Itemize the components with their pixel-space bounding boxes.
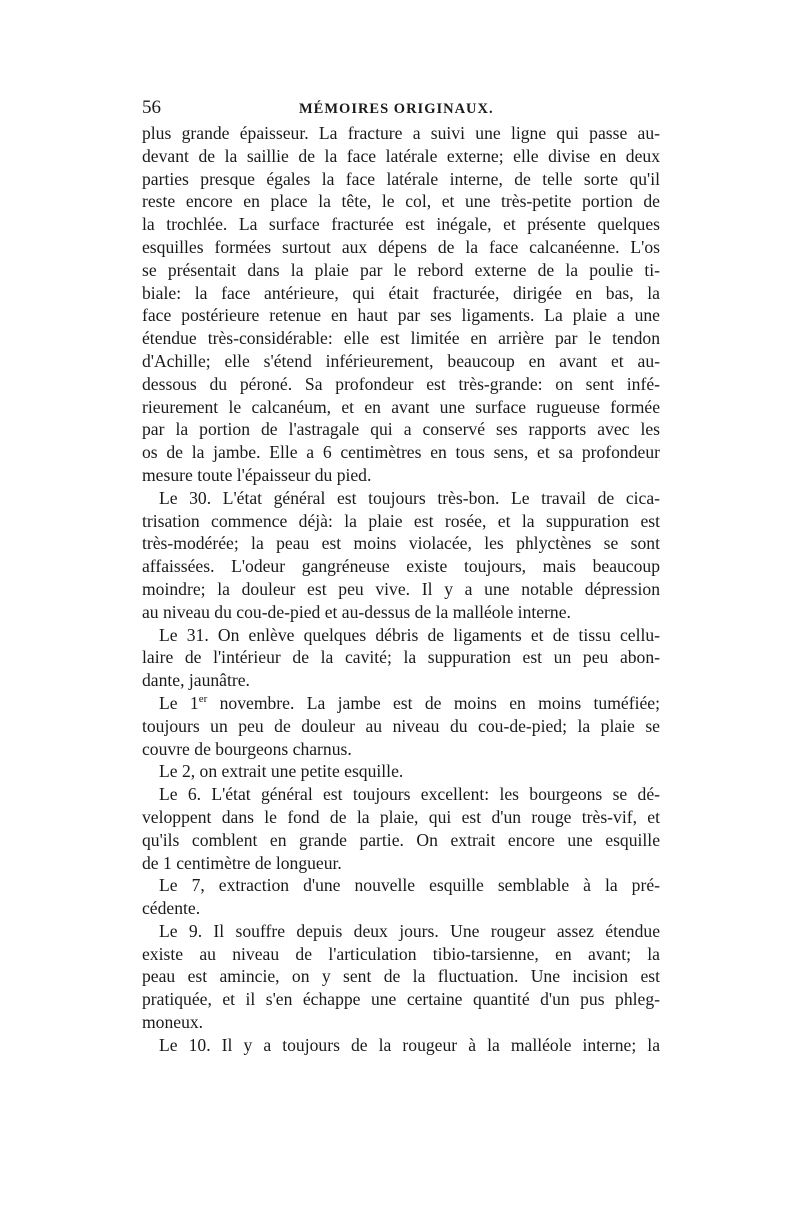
text-line: cédente.: [142, 898, 201, 919]
text-line: Le 2, on extrait une petite esquille.: [159, 761, 404, 782]
text-line: Le 30. L'état général est toujours très-bon. Le travail de cica-: [159, 487, 660, 508]
text-line: Le 7, extraction d'une nouvelle esquille semblable à la pré-: [159, 875, 660, 896]
text-line: se présentait dans la plaie par le rebord externe de la poulie ti-: [142, 259, 660, 280]
text-line: mesure toute l'épaisseur du pied.: [142, 464, 372, 485]
running-title: MÉMOIRES ORIGINAUX.: [299, 101, 494, 117]
text-line: couvre de bourgeons charnus.: [142, 738, 352, 759]
text-line: dessous du péroné. Sa profondeur est très-grande: on sent infé-: [142, 373, 660, 394]
text-line: au niveau du cou-de-pied et au-dessus de la malléole interne.: [142, 601, 571, 622]
book-page: [142, 96, 660, 1057]
text-line: qu'ils comblent en grande partie. On extrait encore une esquille: [142, 829, 660, 850]
text-line: affaissées. L'odeur gangréneuse existe toujours, mais beaucoup: [142, 556, 660, 577]
text-line: trisation commence déjà: la plaie est rosée, et la suppuration est: [142, 510, 660, 531]
text-line: reste encore en place la tête, le col, et une très-petite portion de: [142, 191, 660, 212]
text-line: Le 10. Il y a toujours de la rougeur à la malléole interne; la: [159, 1034, 660, 1055]
ordinal-superscript: er: [198, 693, 208, 706]
text-line: rieurement le calcanéum, et en avant une surface rugueuse formée: [142, 396, 660, 417]
text-line: devant de la saillie de la face latérale externe; elle divise en deux: [142, 145, 660, 166]
text-line: parties presque égales la face latérale interne, de telle sorte qu'il: [142, 168, 660, 189]
text-line: peau est amincie, on y sent de la fluctuation. Une incision est: [142, 966, 660, 987]
text-line: très-modérée; la peau est moins violacée, les phlyctènes se sont: [142, 533, 660, 554]
text-line: pratiquée, et il s'en échappe une certaine quantité d'un pus phleg-: [142, 989, 660, 1010]
text-line: plus grande épaisseur. La fracture a suivi une ligne qui passe au-: [142, 123, 660, 143]
text-line: par la portion de l'astragale qui a conservé ses rapports avec les: [142, 419, 660, 440]
text-line: la trochlée. La surface fracturée est inégale, et présente quelques: [142, 214, 660, 235]
running-head: [142, 96, 660, 120]
text-line: esquilles formées surtout aux dépens de la face calcanéenne. L'os: [142, 236, 660, 257]
text-line: moindre; la douleur est peu vive. Il y a une notable dépression: [142, 578, 660, 599]
body-text: [142, 122, 660, 1057]
page-number: 56: [142, 97, 161, 118]
text-line: existe au niveau de l'articulation tibio-tarsienne, en avant; la: [142, 943, 660, 964]
text-line-with-superscript: [142, 692, 660, 715]
text-line: toujours un peu de douleur au niveau du cou-de-pied; la plaie se: [142, 715, 660, 736]
text-line: étendue très-considérable: elle est limitée en arrière par le tendon: [142, 328, 660, 349]
text-line: Le 6. L'état général est toujours excellent: les bourgeons se dé-: [159, 784, 660, 805]
text-line: d'Achille; elle s'étend inférieurement, beaucoup en avant et au-: [142, 350, 660, 371]
text-line: de 1 centimètre de longueur.: [142, 852, 342, 873]
text-line: Le 9. Il souffre depuis deux jours. Une rougeur assez étendue: [159, 920, 660, 941]
text-line: dante, jaunâtre.: [142, 670, 250, 691]
text-line: Le 31. On enlève quelques débris de ligaments et de tissu cellu-: [159, 624, 660, 645]
text-line: face postérieure retenue en haut par ses ligaments. La plaie a une: [142, 305, 660, 326]
date-prefix: Le 1: [159, 692, 199, 713]
text-line: moneux.: [142, 1012, 204, 1033]
text-line: laire de l'intérieur de la cavité; la suppuration est un peu abon-: [142, 647, 660, 668]
text-line: os de la jambe. Elle a 6 centimètres en tous sens, et sa profondeur: [142, 442, 660, 463]
text-line: biale: la face antérieure, qui était fracturée, dirigée en bas, la: [142, 282, 660, 303]
line-rest: novembre. La jambe est de moins en moins tuméfiée;: [219, 692, 660, 713]
text-line: veloppent dans le fond de la plaie, qui est d'un rouge très-vif, et: [142, 806, 660, 827]
